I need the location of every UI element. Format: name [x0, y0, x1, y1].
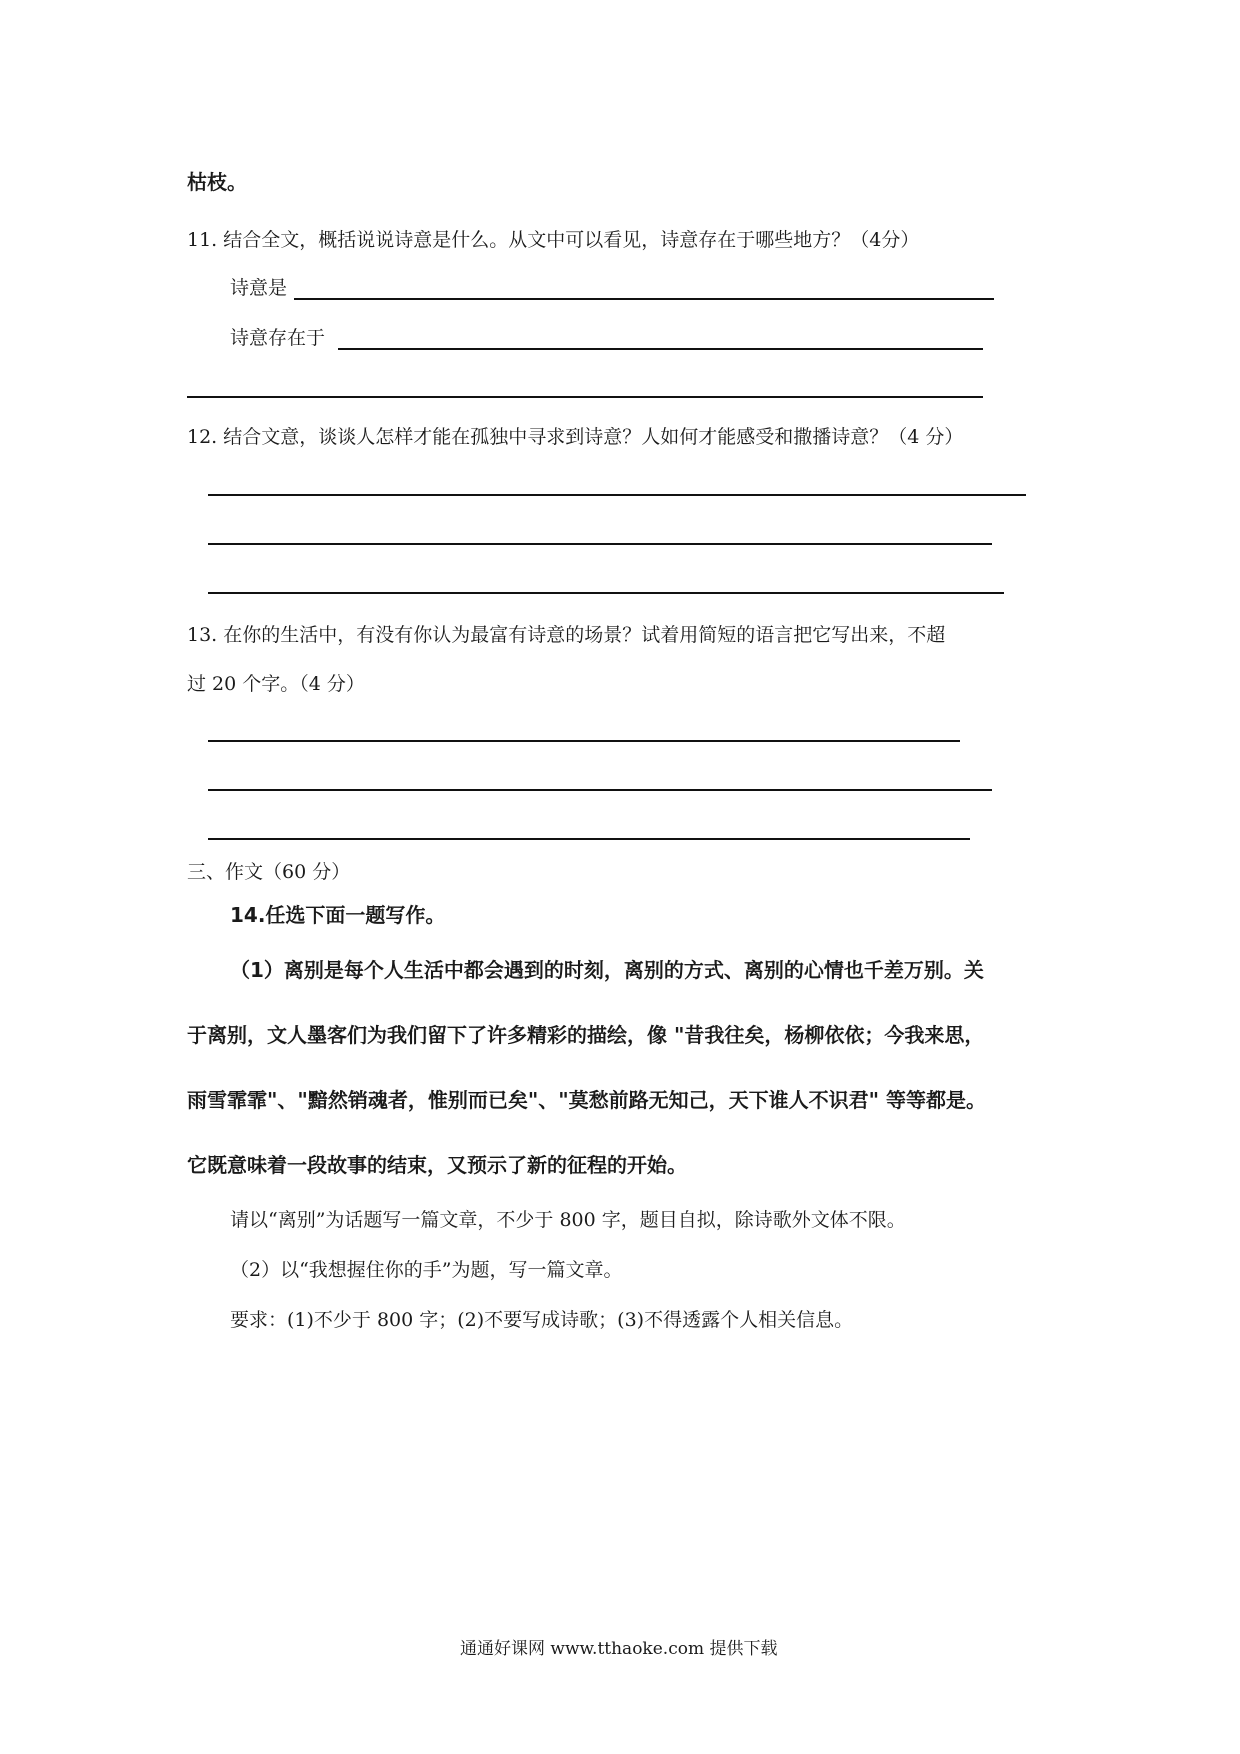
prompt1-requirement: 请以“离别”为话题写一篇文章，不少于 800 字，题目自拟，除诗歌外文体不限。: [230, 1209, 906, 1231]
answer-line: [294, 298, 994, 300]
q13-stem-line-2: 过 20 个字。（4 分）: [187, 673, 365, 695]
q11-label-poetry-is: 诗意是: [230, 277, 288, 299]
answer-line: [208, 494, 1026, 496]
answer-line: [187, 396, 983, 398]
continuation-text: 枯枝。: [187, 170, 247, 194]
prompt1-line-4: 它既意味着一段故事的结束，又预示了新的征程的开始。: [187, 1153, 687, 1177]
answer-line: [208, 592, 1004, 594]
prompt1-line-3: 雨雪霏霏"、"黯然销魂者，惟别而已矣"、"莫愁前路无知己，天下谁人不识君" 等等都是。: [187, 1088, 987, 1112]
answer-line: [208, 838, 970, 840]
prompt1-line-1: （1）离别是每个人生活中都会遇到的时刻，离别的方式、离别的心情也千差万别。关: [230, 958, 984, 982]
answer-line: [208, 789, 992, 791]
q13-stem-line-1: 13. 在你的生活中，有没有你认为最富有诗意的场景？试着用简短的语言把它写出来，不超: [187, 624, 946, 646]
requirements: 要求：(1)不少于 800 字；(2)不要写成诗歌；(3)不得透露个人相关信息。: [230, 1309, 854, 1331]
answer-line: [338, 348, 983, 350]
q14-title: 14.任选下面一题写作。: [230, 903, 446, 927]
page-footer: 通通好课网 www.tthaoke.com 提供下载: [460, 1639, 778, 1659]
answer-line: [208, 543, 992, 545]
q11-label-poetry-exists-in: 诗意存在于: [230, 327, 326, 349]
prompt1-line-2: 于离别，文人墨客们为我们留下了许多精彩的描绘，像 "昔我往矣，杨柳依依；今我来思，: [187, 1023, 985, 1047]
section3-heading: 三、作文（60 分）: [187, 861, 351, 883]
q11-stem: 11. 结合全文，概括说说诗意是什么。从文中可以看见，诗意存在于哪些地方？（4分）: [187, 229, 920, 251]
prompt2: （2）以“我想握住你的手”为题，写一篇文章。: [230, 1259, 623, 1281]
answer-line: [208, 740, 960, 742]
q12-stem: 12. 结合文意，谈谈人怎样才能在孤独中寻求到诗意？人如何才能感受和撒播诗意？（4 分）: [187, 426, 964, 448]
